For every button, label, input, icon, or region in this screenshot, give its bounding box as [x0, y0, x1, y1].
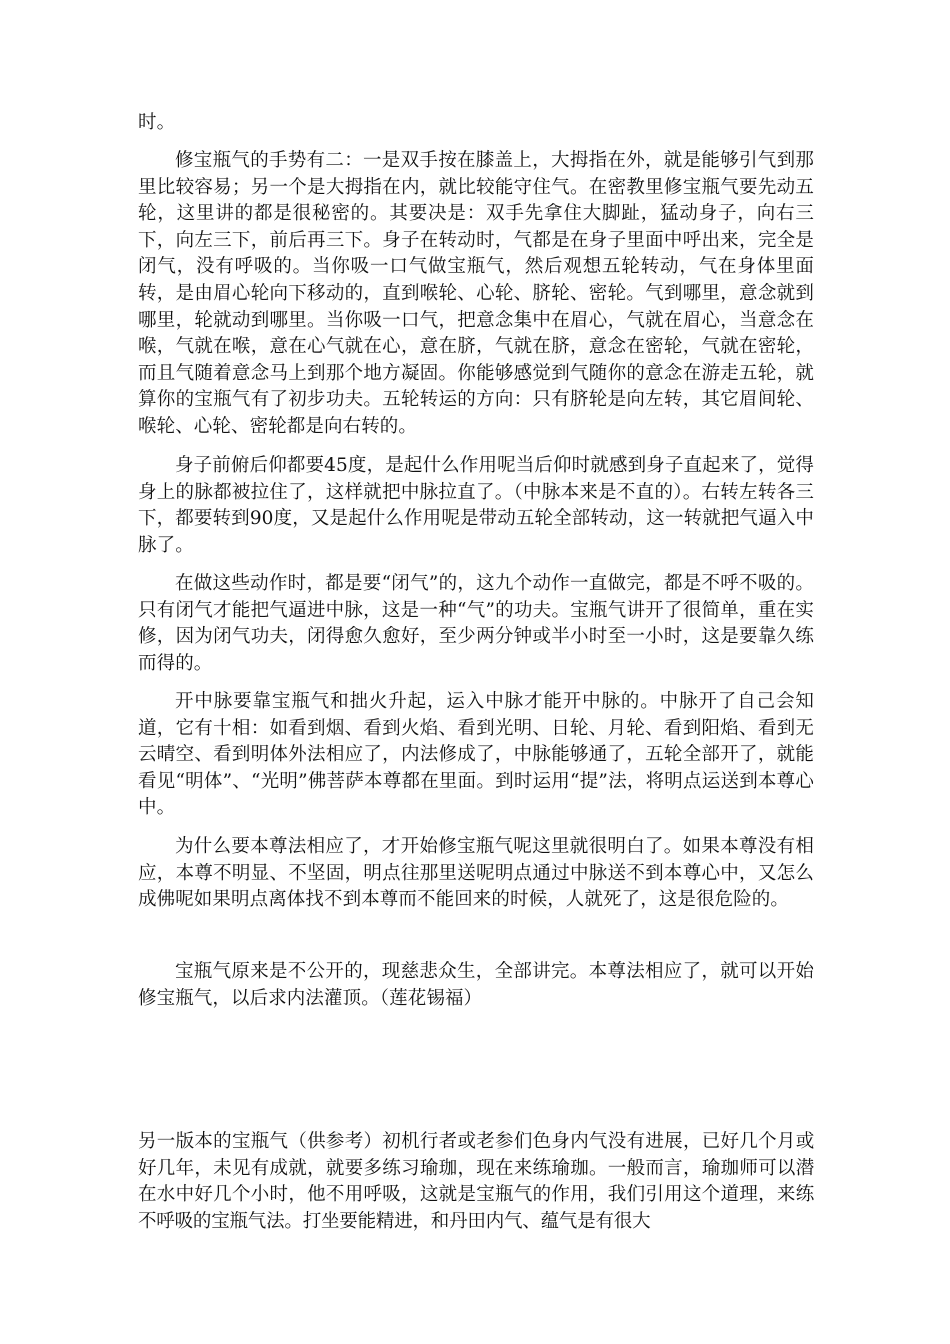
paragraph-holding-breath: 在做这些动作时，都是要“闭气”的，这九个动作一直做完，都是不呼不吸的。只有闭气才能把气逼进中脉，这是一种“气”的功夫。宝瓶气讲开了很简单，重在实修，因为闭气功夫，闭得愈久愈好，至少两分钟或半小时至一小时，这是要靠久练而得的。 [138, 573, 814, 674]
paragraph-continuation: 时。 [138, 112, 176, 133]
paragraph-closing-remark: 宝瓶气原来是不公开的，现慈悲众生，全部讲完。本尊法相应了，就可以开始修宝瓶气，以后求内法灌顶。（莲花锡福） [138, 961, 814, 1009]
paragraph-mudra-and-five-wheels: 修宝瓶气的手势有二：一是双手按在膝盖上，大拇指在外，就是能够引气到那里比较容易；另一个是大拇指在内，就比较能守住气。在密教里修宝瓶气要先动五轮，这里讲的都是很秘密的。其要决是：双手先拿住大脚趾，猛动身子，向右三下，向左三下，前后再三下。身子在转动时，气都是在身子里面中呼出来，完全是闭气，没有呼吸的。当你吸一口气做宝瓶气，然后观想五轮转动，气在身体里面转，是由眉心轮向下移动的，直到喉轮、心轮、脐轮、密轮。气到哪里，意念就到哪里，轮就动到哪里。当你吸一口气，把意念集中在眉心，气就在眉心，当意念在喉，气就在喉，意在心气就在心，意在脐，气就在脐，意念在密轮，气就在密轮，而且气随着意念马上到那个地方凝固。你能够感觉到气随你的意念在游走五轮，就算你的宝瓶气有了初步功夫。五轮转运的方向：只有脐轮是向左转，其它眉间轮、喉轮、心轮、密轮都是向右转的。 [138, 150, 814, 437]
paragraph-yidam-correspondence: 为什么要本尊法相应了，才开始修宝瓶气呢这里就很明白了。如果本尊没有相应，本尊不明显、不坚固，明点往那里送呢明点通过中脉送不到本尊心中，又怎么成佛呢如果明点离体找不到本尊而不能回来的时候，人就死了，这是很危险的。 [138, 836, 814, 911]
paragraph-bending-and-turning: 身子前俯后仰都要45度，是起什么作用呢当后仰时就感到身子直起来了，觉得身上的脉都被拉住了，这样就把中脉拉直了。（中脉本来是不直的）。右转左转各三下，都要转到90度，又是起什么作用呢是带动五轮全部转动，这一转就把气逼入中脉了。 [138, 455, 814, 556]
paragraph-alternate-version: 另一版本的宝瓶气（供参考）初机行者或老参们色身内气没有进展，已好几个月或好几年，未见有成就，就要多练习瑜珈，现在来练瑜珈。一般而言，瑜珈师可以潜在水中好几个小时，他不用呼吸，这就是宝瓶气的作用，我们引用这个道理，来练不呼吸的宝瓶气法。打坐要能精进，和丹田内气、蕴气是有很大 [138, 1131, 814, 1232]
paragraph-opening-central-channel: 开中脉要靠宝瓶气和拙火升起，运入中脉才能开中脉的。中脉开了自己会知道，它有十相：如看到烟、看到火焰、看到光明、日轮、月轮、看到阳焰、看到无云晴空、看到明体外法相应了，内法修成了，中脉能够通了，五轮全部开了，就能看见“明体”、“光明”佛菩萨本尊都在里面。到时运用“提”法，将明点运送到本尊心中。 [138, 691, 814, 819]
